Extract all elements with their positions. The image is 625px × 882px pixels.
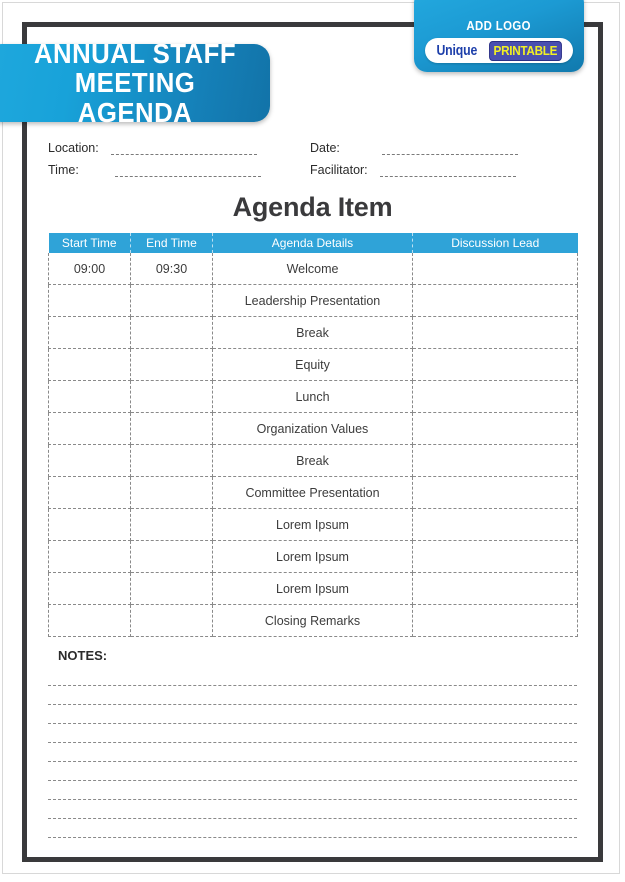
note-line[interactable] <box>48 705 577 724</box>
table-row <box>49 317 578 349</box>
cell-start-time[interactable] <box>49 285 131 317</box>
column-header-agenda-details: Agenda Details <box>213 233 413 253</box>
cell-end-time[interactable] <box>131 445 213 477</box>
brand-name-unique: Unique <box>436 42 477 59</box>
cell-discussion-lead[interactable] <box>413 477 578 509</box>
note-line[interactable] <box>48 724 577 743</box>
cell-agenda-details[interactable]: Welcome <box>213 253 413 285</box>
date-label: Date: <box>310 141 340 155</box>
agenda-table <box>48 233 578 637</box>
date-field[interactable] <box>310 138 577 155</box>
cell-agenda-details[interactable]: Lorem Ipsum <box>213 573 413 605</box>
facilitator-input[interactable] <box>380 164 516 177</box>
cell-discussion-lead[interactable] <box>413 509 578 541</box>
table-row <box>49 541 578 573</box>
agenda-section-heading: Agenda Item <box>232 192 393 222</box>
cell-end-time[interactable] <box>131 381 213 413</box>
table-row <box>49 445 578 477</box>
table-row <box>49 349 578 381</box>
date-input[interactable] <box>382 142 518 155</box>
cell-agenda-details[interactable]: Break <box>213 317 413 349</box>
cell-discussion-lead[interactable] <box>413 573 578 605</box>
note-line[interactable] <box>48 686 577 705</box>
cell-start-time[interactable] <box>49 573 131 605</box>
facilitator-field[interactable] <box>310 160 577 177</box>
cell-start-time[interactable] <box>49 445 131 477</box>
cell-start-time[interactable] <box>49 477 131 509</box>
time-label: Time: <box>48 163 79 177</box>
cell-end-time[interactable] <box>131 605 213 637</box>
cell-discussion-lead[interactable] <box>413 381 578 413</box>
cell-end-time[interactable] <box>131 509 213 541</box>
table-row <box>49 381 578 413</box>
cell-end-time[interactable]: 09:30 <box>131 253 213 285</box>
cell-end-time[interactable] <box>131 573 213 605</box>
table-row <box>49 509 578 541</box>
cell-agenda-details[interactable]: Leadership Presentation <box>213 285 413 317</box>
note-line[interactable] <box>48 800 577 819</box>
cell-end-time[interactable] <box>131 413 213 445</box>
location-field[interactable] <box>48 138 310 155</box>
cell-discussion-lead[interactable] <box>413 413 578 445</box>
cell-end-time[interactable] <box>131 285 213 317</box>
cell-end-time[interactable] <box>131 541 213 573</box>
table-row <box>49 253 578 285</box>
cell-agenda-details[interactable]: Lunch <box>213 381 413 413</box>
table-row <box>49 477 578 509</box>
cell-start-time[interactable] <box>49 381 131 413</box>
notes-lines[interactable] <box>48 667 577 838</box>
cell-discussion-lead[interactable] <box>413 317 578 349</box>
cell-discussion-lead[interactable] <box>413 253 578 285</box>
cell-agenda-details[interactable]: Closing Remarks <box>213 605 413 637</box>
add-logo-box[interactable] <box>414 0 584 72</box>
cell-end-time[interactable] <box>131 349 213 381</box>
meta-column-right <box>310 138 577 177</box>
note-line[interactable] <box>48 667 577 686</box>
cell-end-time[interactable] <box>131 317 213 349</box>
cell-agenda-details[interactable]: Lorem Ipsum <box>213 509 413 541</box>
brand-logo <box>425 38 573 63</box>
location-label: Location: <box>48 141 99 155</box>
add-logo-label: ADD LOGO <box>466 18 532 33</box>
table-row <box>49 285 578 317</box>
cell-start-time[interactable]: 09:00 <box>49 253 131 285</box>
document-title <box>26 39 245 126</box>
note-line[interactable] <box>48 762 577 781</box>
cell-start-time[interactable] <box>49 509 131 541</box>
cell-discussion-lead[interactable] <box>413 541 578 573</box>
time-input[interactable] <box>115 164 261 177</box>
agenda-table-body <box>49 253 578 637</box>
notes-label: NOTES: <box>58 648 108 663</box>
table-row <box>49 605 578 637</box>
cell-agenda-details[interactable]: Organization Values <box>213 413 413 445</box>
title-banner <box>0 38 270 128</box>
title-line-1: ANNUAL STAFF <box>33 38 237 70</box>
cell-discussion-lead[interactable] <box>413 285 578 317</box>
facilitator-label: Facilitator: <box>310 163 368 177</box>
agenda-table-header-row <box>49 233 578 253</box>
location-input[interactable] <box>111 142 257 155</box>
table-row <box>49 573 578 605</box>
column-header-end-time: End Time <box>131 233 213 253</box>
cell-start-time[interactable] <box>49 413 131 445</box>
cell-agenda-details[interactable]: Committee Presentation <box>213 477 413 509</box>
cell-start-time[interactable] <box>49 605 131 637</box>
brand-name-printable: PRINTABLE <box>489 41 562 61</box>
note-line[interactable] <box>48 743 577 762</box>
cell-start-time[interactable] <box>49 349 131 381</box>
note-line[interactable] <box>48 781 577 800</box>
meta-fields <box>48 138 577 177</box>
cell-agenda-details[interactable]: Break <box>213 445 413 477</box>
time-field[interactable] <box>48 160 310 177</box>
cell-start-time[interactable] <box>49 541 131 573</box>
column-header-discussion-lead: Discussion Lead <box>413 233 578 253</box>
cell-end-time[interactable] <box>131 477 213 509</box>
table-row <box>49 413 578 445</box>
cell-discussion-lead[interactable] <box>413 445 578 477</box>
column-header-start-time: Start Time <box>49 233 131 253</box>
note-line[interactable] <box>48 819 577 838</box>
cell-agenda-details[interactable]: Lorem Ipsum <box>213 541 413 573</box>
cell-agenda-details[interactable]: Equity <box>213 349 413 381</box>
title-line-2: MEETING AGENDA <box>74 67 196 128</box>
meta-column-left <box>48 138 310 177</box>
agenda-table-head <box>49 233 578 253</box>
cell-discussion-lead[interactable] <box>413 349 578 381</box>
cell-discussion-lead[interactable] <box>413 605 578 637</box>
cell-start-time[interactable] <box>49 317 131 349</box>
notes-section <box>48 648 577 838</box>
